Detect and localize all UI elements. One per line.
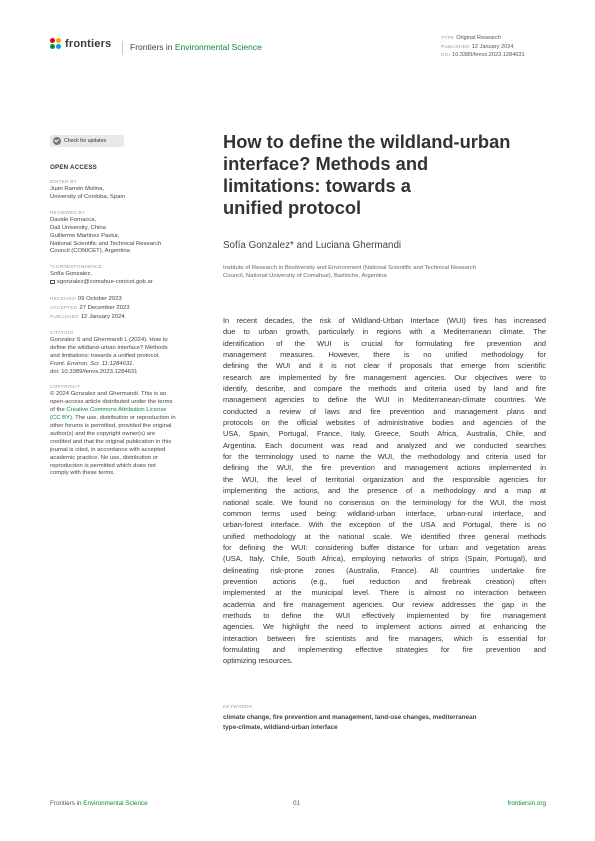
cc-by-link[interactable]: (CC BY) bbox=[50, 415, 72, 422]
abstract-line: optimizing resources. bbox=[223, 656, 293, 666]
abstract-line: academia and fire management agencies. Our review addresses the gap in the bbox=[223, 599, 546, 609]
check-for-updates-label: Check for updates bbox=[64, 138, 107, 144]
citation-doi[interactable]: doi: 10.3389/fenvs.2023.1284631 bbox=[50, 368, 138, 375]
abstract-line: the WUI, the level of territorial organization and the responsible agencies for bbox=[223, 474, 546, 484]
correspondence: Sofía Gonzalez, sgonzalez@comahue-conicet.gob.ar bbox=[50, 271, 190, 287]
citation: Gonzalez S and Ghermandi L (2024). How to define the wildland-urban interface? Methods and limitations: towards a unified protocol. Front. Environ. Sci. 11:1284631. doi: 10.3389/fenvs.2023.1284631 bbox=[50, 337, 190, 377]
abstract-line: delineating risk-prone zones (Australia, France). All countries undertake fire bbox=[223, 565, 546, 575]
abstract-line: research are implemented by fire management agencies. Our objectives were to bbox=[223, 372, 546, 382]
authors: Sofía Gonzalez* and Luciana Ghermandi bbox=[223, 240, 402, 251]
header-divider bbox=[122, 41, 123, 55]
article-title: How to define the wildland-urban interface? Methods and limitations: towards a unified protocol bbox=[223, 131, 511, 218]
page-number: 01 bbox=[293, 800, 301, 807]
footer-site-link[interactable]: frontiersin.org bbox=[507, 800, 546, 807]
logo-dot-yellow bbox=[56, 38, 61, 43]
check-icon bbox=[53, 137, 61, 145]
copyright-label: COPYRIGHT bbox=[50, 384, 81, 390]
abstract-line: defining the WUI, the fire prevention and management actions implemented in bbox=[223, 463, 546, 473]
journal-name[interactable] bbox=[130, 42, 262, 52]
logo-dot-blue bbox=[56, 44, 61, 49]
dates bbox=[50, 295, 190, 322]
abstract-line: Argentina. Each document was read and analyzed and we conducted searches bbox=[223, 440, 546, 450]
received-date: RECEIVED 09 October 2023 bbox=[50, 296, 122, 303]
abstract-line: due to urban growth, particularly in regions with a Mediterranean climate. The bbox=[223, 327, 546, 337]
mail-icon bbox=[50, 280, 55, 284]
abstract-line: for defining the WUI: considering buffer distance for urban and vegetation areas bbox=[223, 542, 546, 552]
abstract-line: management agencies to define the WUI in Mediterranean-climate countries. We bbox=[223, 395, 546, 405]
abstract-line: urban-forest interface. With the exception of the USA and Portugal, there is no bbox=[223, 520, 546, 530]
logo-text: frontiers bbox=[65, 38, 112, 50]
accepted-date: ACCEPTED 27 December 2023 bbox=[50, 305, 130, 312]
article-meta bbox=[441, 34, 525, 60]
abstract-line: interaction between fire scientists and fire managers, which is essential for bbox=[223, 633, 546, 643]
abstract-line: In recent decades, the risk of Wildland-Urban Interface (WUI) fires has increased bbox=[223, 316, 546, 325]
meta-published: PUBLISHED 12 January 2024 bbox=[441, 43, 514, 50]
meta-doi[interactable]: DOI 10.3389/fenvs.2023.1284631 bbox=[441, 52, 525, 59]
abstract-line: national scale. We found no consensus on the terminology for the WUI, the most bbox=[223, 497, 546, 507]
frontiers-logo[interactable] bbox=[50, 38, 111, 50]
abstract-line: agencies. We highlight the need to implement actions aimed at enhancing the bbox=[223, 622, 546, 632]
citation-label: CITATION bbox=[50, 329, 74, 335]
reviewed-by-label: REVIEWED BY bbox=[50, 209, 86, 215]
abstract-line: prevention actions (e.g., fuel reduction and firebreak creation) often bbox=[223, 576, 546, 586]
abstract-line: conducted a review of laws and fire prevention and management plans and bbox=[223, 406, 546, 416]
abstract-line: formulating and implementing effective strategies for fire prevention and bbox=[223, 644, 546, 654]
abstract-line: for the terminology used to name the WUI, the methodology and criteria used for bbox=[223, 452, 546, 462]
abstract-line: management measures. However, there is no unified methodology for bbox=[223, 350, 546, 360]
logo-dot-red bbox=[50, 38, 55, 43]
abstract-line: USA, Spain, Portugal, France, Italy, Greece, South Africa, Australia, Chile, and bbox=[223, 429, 546, 439]
correspondence-email: sgonzalez@comahue-conicet.gob.ar bbox=[57, 279, 153, 286]
keywords: climate change, fire prevention and management, land-use changes, mediterranean type-climate, wildland-urban interface bbox=[223, 714, 477, 731]
abstract-line: implemented at the municipal level. There is almost no interaction between bbox=[223, 588, 546, 598]
affiliation: Institute of Research in Biodiversity and Environment (National Scientific and Technical Research Council, National University of Comahue), Bariloche, Argentina bbox=[223, 265, 476, 280]
reviewed-by: Davide Fornacca, Dali University, China Guillermo Martinez Pastur, National Scientific and Technical Research Council (CONICET), Argentina bbox=[50, 216, 162, 255]
sidebar bbox=[50, 135, 190, 486]
abstract-line: identification of the WUI is crucial for formulating fire prevention and bbox=[223, 338, 546, 348]
published-date: PUBLISHED 12 January 2024 bbox=[50, 313, 125, 320]
abstract-line: defining the WUI and it is not clear if proposals that emerge from scientific bbox=[223, 361, 546, 371]
open-access-label: OPEN ACCESS bbox=[50, 164, 98, 171]
footer-journal[interactable]: Frontiers in Environmental Science bbox=[50, 800, 148, 807]
abstract-line: (USA, Italy, Chile, South Africa), employing networks of strips (Spain, Portugal), and bbox=[223, 554, 546, 564]
journal-prefix: Frontiers in bbox=[130, 42, 175, 52]
logo-dot-green bbox=[50, 44, 55, 49]
frontiers-logo-icon bbox=[50, 38, 62, 50]
journal-title: Environmental Science bbox=[174, 42, 262, 52]
abstract-line: common terms used being: wildland-urban interface, urban-rural interface, and bbox=[223, 508, 546, 518]
abstract-line: implementing the actions, and the presence of a methodology and a map at bbox=[223, 486, 546, 496]
correspondence-label: *CORRESPONDENCE bbox=[50, 264, 102, 270]
license-link[interactable]: Creative Commons Attribution License bbox=[66, 407, 167, 414]
check-for-updates-button[interactable] bbox=[50, 135, 124, 147]
abstract-line: unified methodology at the national scale. We identified three general methods bbox=[223, 531, 546, 541]
abstract-line: identify, describe, and compare the methods and criteria used by land and fire bbox=[223, 384, 546, 394]
keywords-label: KEYWORDS bbox=[223, 704, 253, 709]
abstract-line: protocols on the official websites of administrative bodies and agencies of the bbox=[223, 418, 546, 428]
correspondence-email-row[interactable] bbox=[50, 279, 190, 287]
edited-by-label: EDITED BY bbox=[50, 179, 77, 184]
meta-type: TYPE Original Research bbox=[441, 35, 501, 41]
copyright: © 2024 Gonzalez and Ghermandi. This is an open-access article distributed under the terms of the Creative Commons Attribution License (CC BY). The use, distribution or reproduction in other forums is permitted, provided the original author(s) and the copyright owner(s) are credited and that the original publication in this journal is cited, in accordance with accepted academic practice. No use, distribution or reproduction is permitted which does not comply with these terms. bbox=[50, 391, 176, 477]
abstract bbox=[223, 315, 546, 667]
abstract-line: methods to define the WUI effectively implemented by fire management bbox=[223, 610, 546, 620]
edited-by: Juan Ramón Molina, University of Cordoba, Spain bbox=[50, 186, 125, 200]
